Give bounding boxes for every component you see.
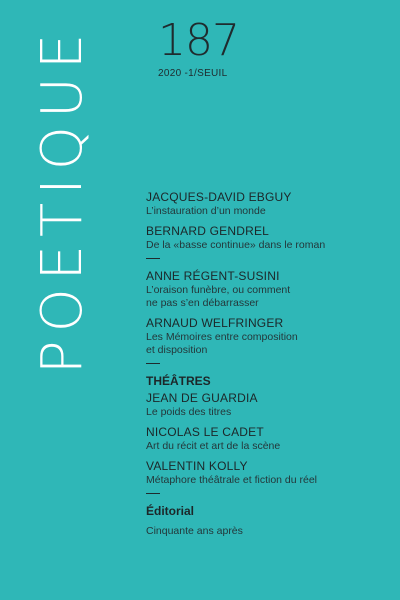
contents-entry bbox=[146, 316, 386, 357]
issue-number: 187 bbox=[158, 15, 239, 66]
section-divider bbox=[146, 258, 160, 259]
entry-author: JACQUES-DAVID EBGUY bbox=[146, 190, 292, 204]
entry-author: NICOLAS LE CADET bbox=[146, 425, 264, 439]
contents-entry bbox=[146, 224, 386, 252]
contents-entry bbox=[146, 425, 386, 453]
publication-info: 2020 -1/SEUIL bbox=[158, 68, 228, 79]
entry-author: BERNARD GENDREL bbox=[146, 224, 270, 238]
table-of-contents bbox=[146, 190, 386, 538]
entry-title-line: ne pas s’en débarrasser bbox=[146, 297, 259, 309]
section-heading-editorial: Éditorial bbox=[146, 504, 195, 518]
contents-entry bbox=[146, 190, 386, 218]
entry-author: JEAN DE GUARDIA bbox=[146, 391, 258, 405]
section-divider bbox=[146, 493, 160, 494]
entry-title-line: Les Mémoires entre composition bbox=[146, 331, 298, 343]
entry-author: ARNAUD WELFRINGER bbox=[146, 316, 284, 330]
entry-title: Le poids des titres bbox=[146, 406, 232, 418]
entry-title: De la «basse continue» dans le roman bbox=[146, 239, 326, 251]
journal-title: POETIQUE bbox=[30, 25, 95, 375]
entry-author: ANNE RÉGENT-SUSINI bbox=[146, 269, 280, 283]
entry-title: Art du récit et art de la scène bbox=[146, 440, 281, 452]
entry-title-line: et disposition bbox=[146, 344, 208, 356]
section-heading-theatres: THÉÂTRES bbox=[146, 374, 211, 388]
contents-entry bbox=[146, 391, 386, 419]
entry-author: VALENTIN KOLLY bbox=[146, 459, 248, 473]
contents-entry bbox=[146, 459, 386, 487]
contents-entry bbox=[146, 269, 386, 310]
editorial-title: Cinquante ans après bbox=[146, 525, 243, 537]
entry-title: Métaphore théâtrale et fiction du réel bbox=[146, 474, 318, 486]
entry-title-line: L’oraison funèbre, ou comment bbox=[146, 284, 291, 296]
section-divider bbox=[146, 363, 160, 364]
entry-title: L’instauration d’un monde bbox=[146, 205, 266, 217]
journal-title-area bbox=[30, 10, 95, 390]
